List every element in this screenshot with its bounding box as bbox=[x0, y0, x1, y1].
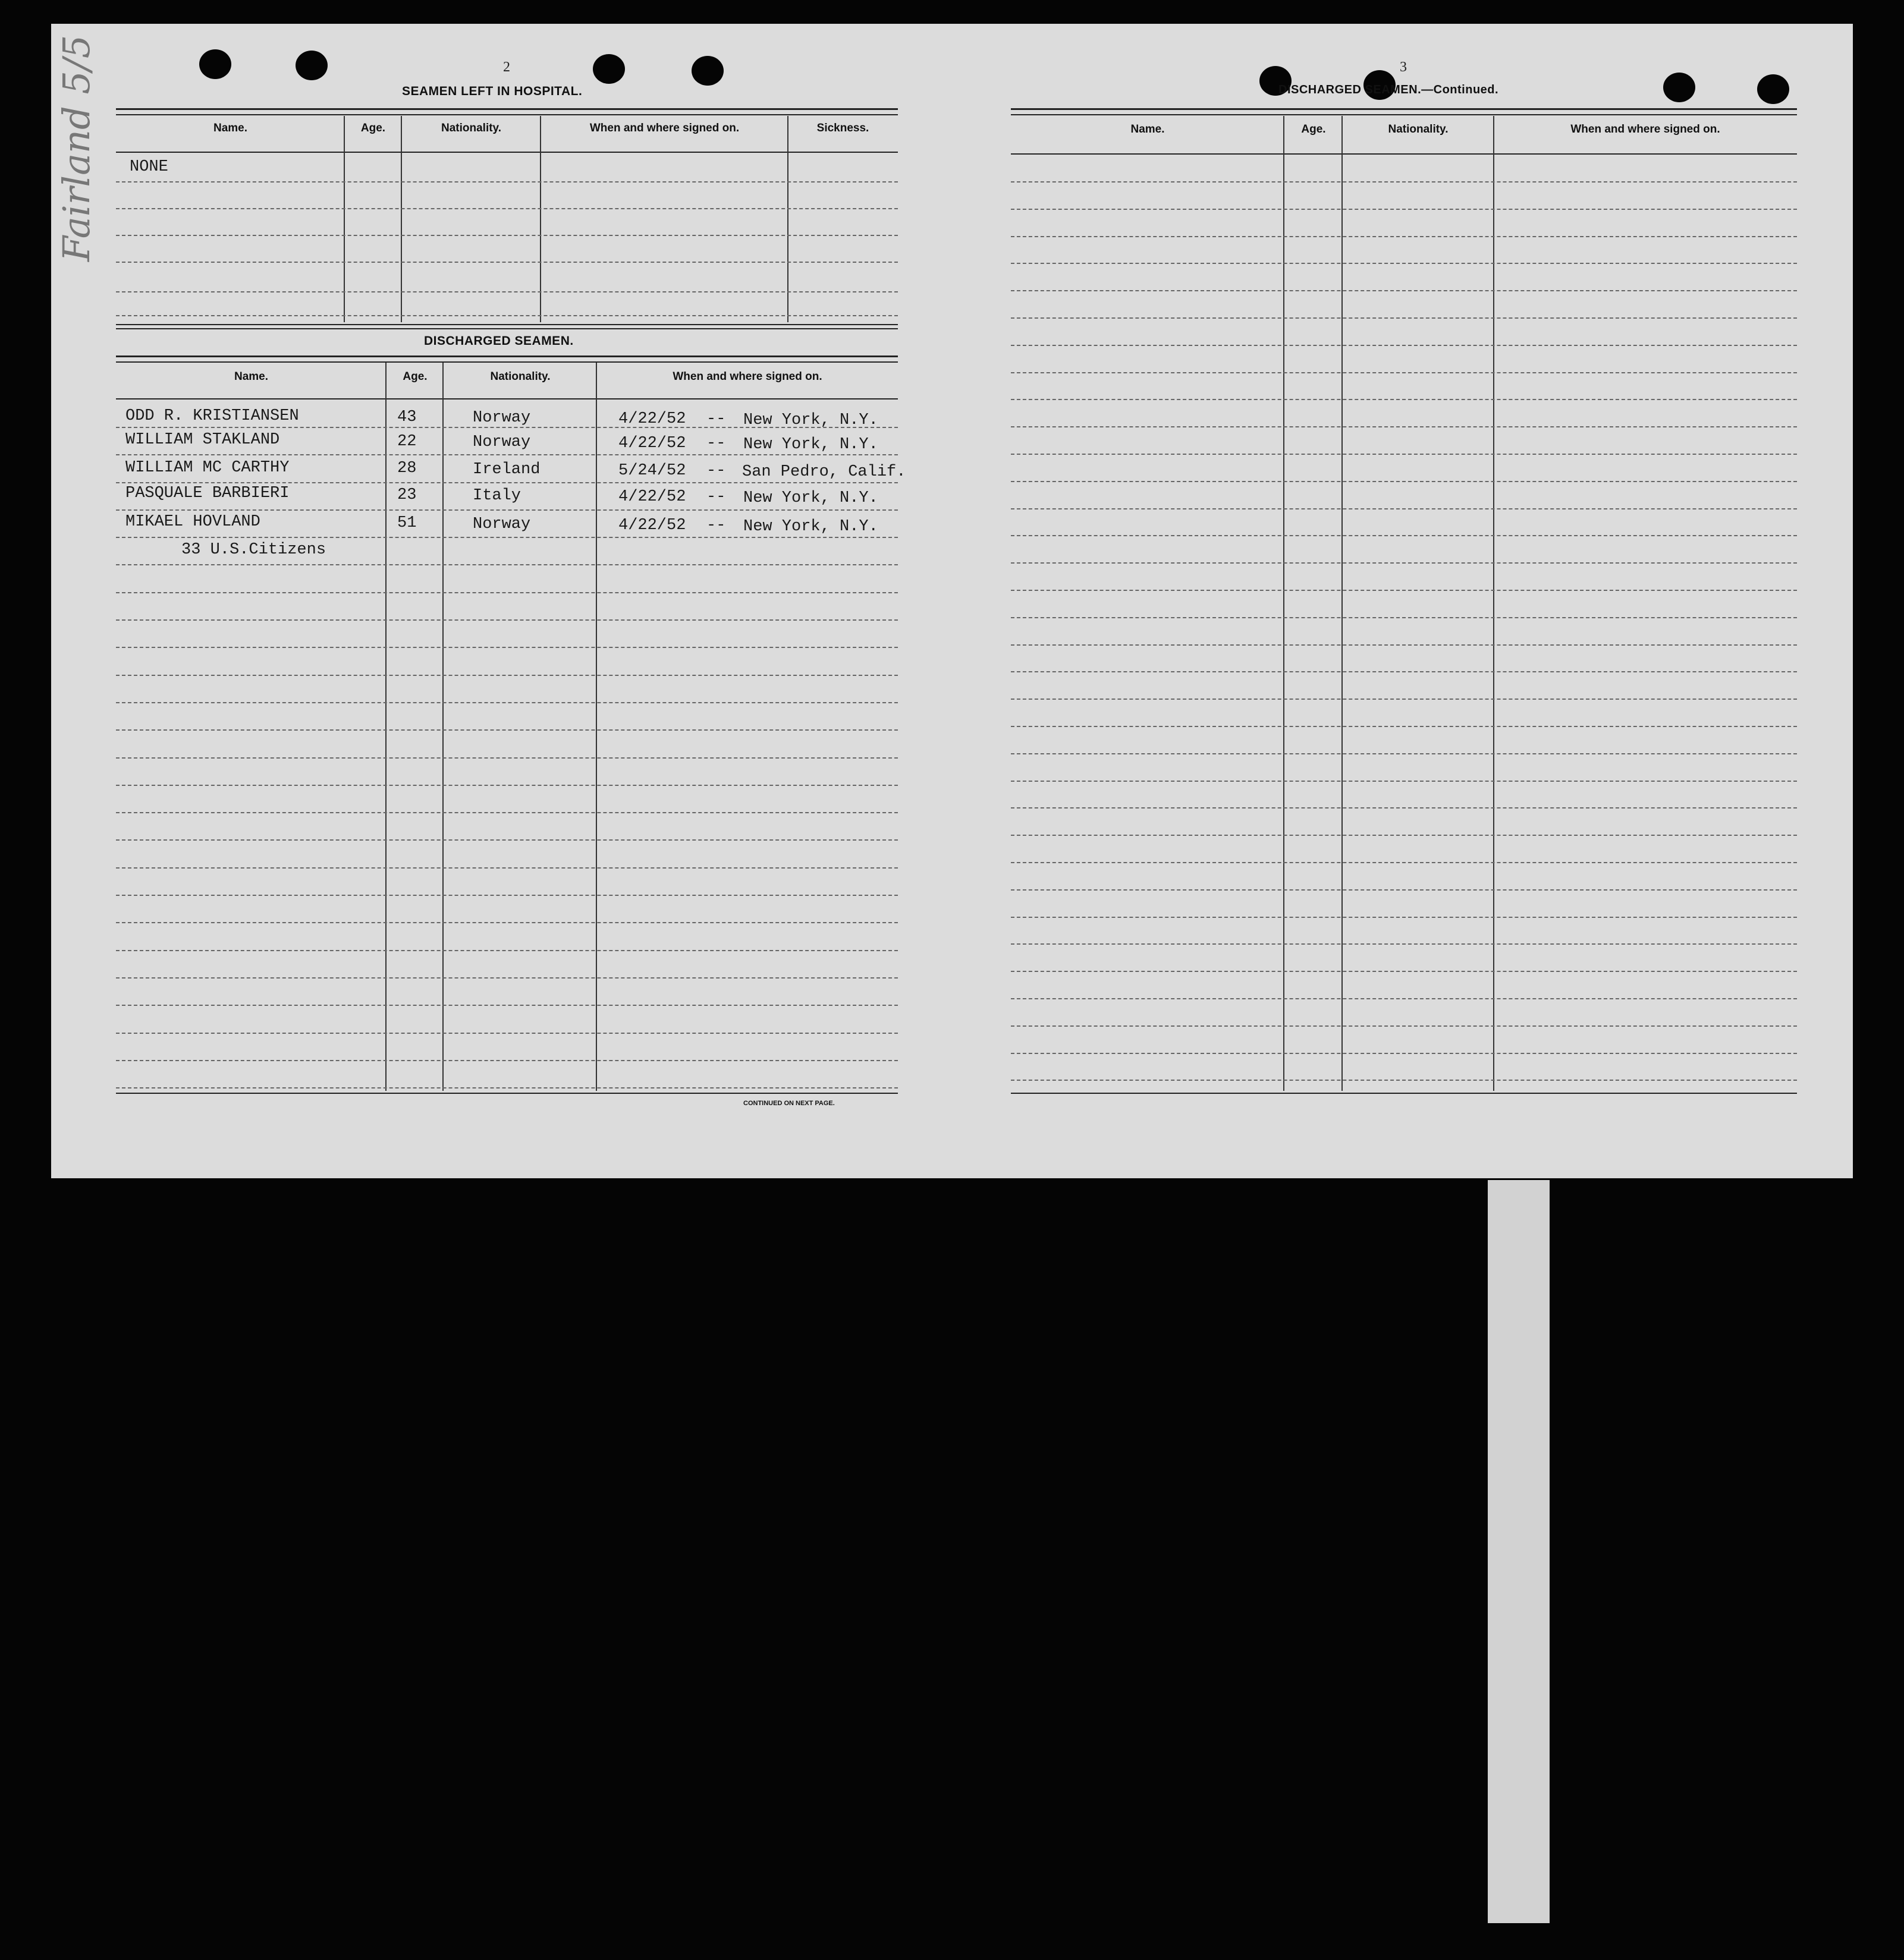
entry-line bbox=[116, 592, 898, 593]
entry-line bbox=[116, 675, 898, 676]
col-divider bbox=[596, 363, 597, 1091]
entry-line bbox=[1011, 236, 1797, 237]
rule bbox=[116, 152, 898, 153]
entry-line bbox=[116, 208, 898, 209]
entry-line bbox=[1011, 835, 1797, 836]
hospital-section-title: SEAMEN LEFT IN HOSPITAL. bbox=[402, 84, 583, 98]
signed-date: 4/22/52 bbox=[618, 488, 686, 506]
entry-line bbox=[116, 729, 898, 731]
rule bbox=[116, 361, 898, 363]
seaman-age: 51 bbox=[397, 514, 417, 532]
discharged-section-title: DISCHARGED SEAMEN. bbox=[424, 334, 574, 348]
entry-line bbox=[116, 867, 898, 869]
signed-place: New York, N.Y. bbox=[743, 436, 878, 454]
entry-line bbox=[1011, 1080, 1797, 1081]
col-divider bbox=[1493, 116, 1494, 1091]
entry-line bbox=[1011, 889, 1797, 891]
col-age: Age. bbox=[360, 122, 386, 134]
col-nationality: Nationality. bbox=[1388, 123, 1449, 136]
page-number-left: 2 bbox=[503, 59, 510, 75]
entry-line bbox=[1011, 917, 1797, 918]
entry-line bbox=[1011, 1025, 1797, 1027]
entry-line bbox=[116, 1060, 898, 1061]
rule bbox=[116, 355, 898, 357]
seaman-nationality: Norway bbox=[473, 433, 531, 451]
separator: -- bbox=[706, 410, 726, 428]
rule bbox=[116, 328, 898, 329]
punch-hole bbox=[199, 49, 231, 79]
entry-line bbox=[116, 537, 898, 538]
seaman-name: WILLIAM STAKLAND bbox=[125, 431, 280, 449]
punch-hole bbox=[593, 54, 625, 84]
seaman-age: 22 bbox=[397, 433, 417, 451]
col-signed-on: When and where signed on. bbox=[1570, 123, 1720, 136]
page-number-right: 3 bbox=[1400, 59, 1407, 75]
col-signed-on: When and where signed on. bbox=[673, 370, 822, 383]
rule bbox=[1011, 1093, 1797, 1094]
entry-line bbox=[116, 839, 898, 841]
col-age: Age. bbox=[1301, 123, 1326, 136]
entry-line bbox=[116, 977, 898, 979]
signed-place: New York, N.Y. bbox=[743, 411, 878, 429]
seaman-name: PASQUALE BARBIERI bbox=[125, 485, 290, 502]
entry-line bbox=[116, 564, 898, 565]
entry-line bbox=[116, 895, 898, 896]
entry-line bbox=[116, 812, 898, 813]
entry-line bbox=[116, 647, 898, 648]
entry-line bbox=[1011, 753, 1797, 754]
entry-line bbox=[1011, 998, 1797, 999]
col-divider bbox=[1283, 116, 1284, 1091]
rule bbox=[1011, 114, 1797, 115]
separator: -- bbox=[706, 435, 726, 452]
rule bbox=[116, 114, 898, 115]
entry-line bbox=[116, 702, 898, 703]
seaman-name: ODD R. KRISTIANSEN bbox=[125, 407, 299, 425]
seaman-nationality: Ireland bbox=[473, 461, 541, 479]
entry-line bbox=[116, 1033, 898, 1034]
col-sickness: Sickness. bbox=[816, 122, 869, 134]
col-nationality: Nationality. bbox=[441, 122, 501, 134]
entry-line bbox=[116, 315, 898, 316]
entry-line bbox=[1011, 1053, 1797, 1054]
entry-line bbox=[116, 785, 898, 786]
entry-line bbox=[116, 1005, 898, 1006]
rule bbox=[116, 108, 898, 110]
entry-line bbox=[1011, 943, 1797, 945]
entry-line bbox=[116, 427, 898, 428]
entry-line bbox=[1011, 317, 1797, 319]
signed-place: New York, N.Y. bbox=[743, 518, 878, 536]
signed-date: 4/22/52 bbox=[618, 517, 686, 534]
signed-date: 4/22/52 bbox=[618, 435, 686, 452]
entry-line bbox=[1011, 209, 1797, 210]
seaman-nationality: Norway bbox=[473, 409, 531, 427]
entry-line bbox=[1011, 699, 1797, 700]
entry-line bbox=[116, 482, 898, 483]
col-divider bbox=[385, 363, 387, 1091]
entry-line bbox=[1011, 590, 1797, 591]
col-age: Age. bbox=[403, 370, 428, 383]
entry-line bbox=[1011, 481, 1797, 482]
signed-date: 5/24/52 bbox=[618, 462, 686, 480]
entry-line bbox=[1011, 535, 1797, 536]
seaman-nationality: Norway bbox=[473, 515, 531, 533]
separator: -- bbox=[706, 517, 726, 534]
entry-line bbox=[1011, 454, 1797, 455]
entry-line bbox=[116, 291, 898, 292]
entry-line bbox=[1011, 781, 1797, 782]
col-nationality: Nationality. bbox=[490, 370, 551, 383]
signed-place: San Pedro, Calif. bbox=[742, 463, 906, 481]
punch-hole bbox=[1757, 74, 1789, 104]
entry-line bbox=[1011, 508, 1797, 509]
col-name: Name. bbox=[234, 370, 269, 383]
citizens-note: 33 U.S.Citizens bbox=[181, 541, 326, 559]
entry-line bbox=[116, 757, 898, 759]
col-divider bbox=[442, 363, 444, 1091]
separator: -- bbox=[706, 462, 726, 480]
separator: -- bbox=[706, 488, 726, 506]
discharged-continued-title: DISCHARGED SEAMEN.—Continued. bbox=[1278, 83, 1499, 96]
col-name: Name. bbox=[1130, 123, 1165, 136]
col-divider bbox=[1341, 116, 1343, 1091]
signed-date: 4/22/52 bbox=[618, 410, 686, 428]
entry-line bbox=[116, 509, 898, 511]
rule bbox=[1011, 153, 1797, 155]
entry-line bbox=[1011, 617, 1797, 618]
punch-hole bbox=[296, 51, 328, 80]
entry-line bbox=[1011, 399, 1797, 400]
seaman-age: 43 bbox=[397, 408, 417, 426]
continued-note: CONTINUED ON NEXT PAGE. bbox=[743, 1100, 835, 1107]
entry-line bbox=[1011, 562, 1797, 564]
entry-line bbox=[116, 181, 898, 183]
seaman-age: 28 bbox=[397, 460, 417, 477]
handwritten-annotation: Fairland 5/5 bbox=[55, 34, 98, 262]
paper-strip bbox=[1488, 1180, 1550, 1923]
entry-line bbox=[116, 619, 898, 621]
entry-line bbox=[116, 454, 898, 455]
entry-line bbox=[116, 922, 898, 923]
entry-line bbox=[1011, 726, 1797, 727]
entry-line bbox=[1011, 372, 1797, 373]
entry-line bbox=[1011, 263, 1797, 264]
col-name: Name. bbox=[213, 122, 248, 134]
col-signed-on: When and where signed on. bbox=[589, 122, 740, 134]
seaman-nationality: Italy bbox=[473, 487, 521, 505]
entry-line bbox=[116, 262, 898, 263]
punch-hole bbox=[1663, 73, 1695, 102]
entry-line bbox=[1011, 181, 1797, 183]
seaman-name: WILLIAM MC CARTHY bbox=[125, 459, 290, 477]
rule bbox=[116, 324, 898, 325]
entry-line bbox=[1011, 644, 1797, 646]
rule bbox=[116, 398, 898, 399]
entry-line bbox=[116, 950, 898, 951]
rule bbox=[116, 1093, 898, 1094]
entry-line bbox=[1011, 807, 1797, 808]
hospital-entry: NONE bbox=[130, 158, 168, 176]
seaman-name: MIKAEL HOVLAND bbox=[125, 513, 260, 531]
entry-line bbox=[1011, 671, 1797, 672]
rule bbox=[1011, 108, 1797, 110]
entry-line bbox=[116, 235, 898, 236]
signed-place: New York, N.Y. bbox=[743, 489, 878, 507]
entry-line bbox=[1011, 426, 1797, 427]
entry-line bbox=[1011, 971, 1797, 972]
entry-line bbox=[1011, 290, 1797, 291]
seaman-age: 23 bbox=[397, 486, 417, 504]
entry-line bbox=[1011, 862, 1797, 863]
entry-line bbox=[116, 1087, 898, 1088]
entry-line bbox=[1011, 345, 1797, 346]
punch-hole bbox=[692, 56, 724, 86]
